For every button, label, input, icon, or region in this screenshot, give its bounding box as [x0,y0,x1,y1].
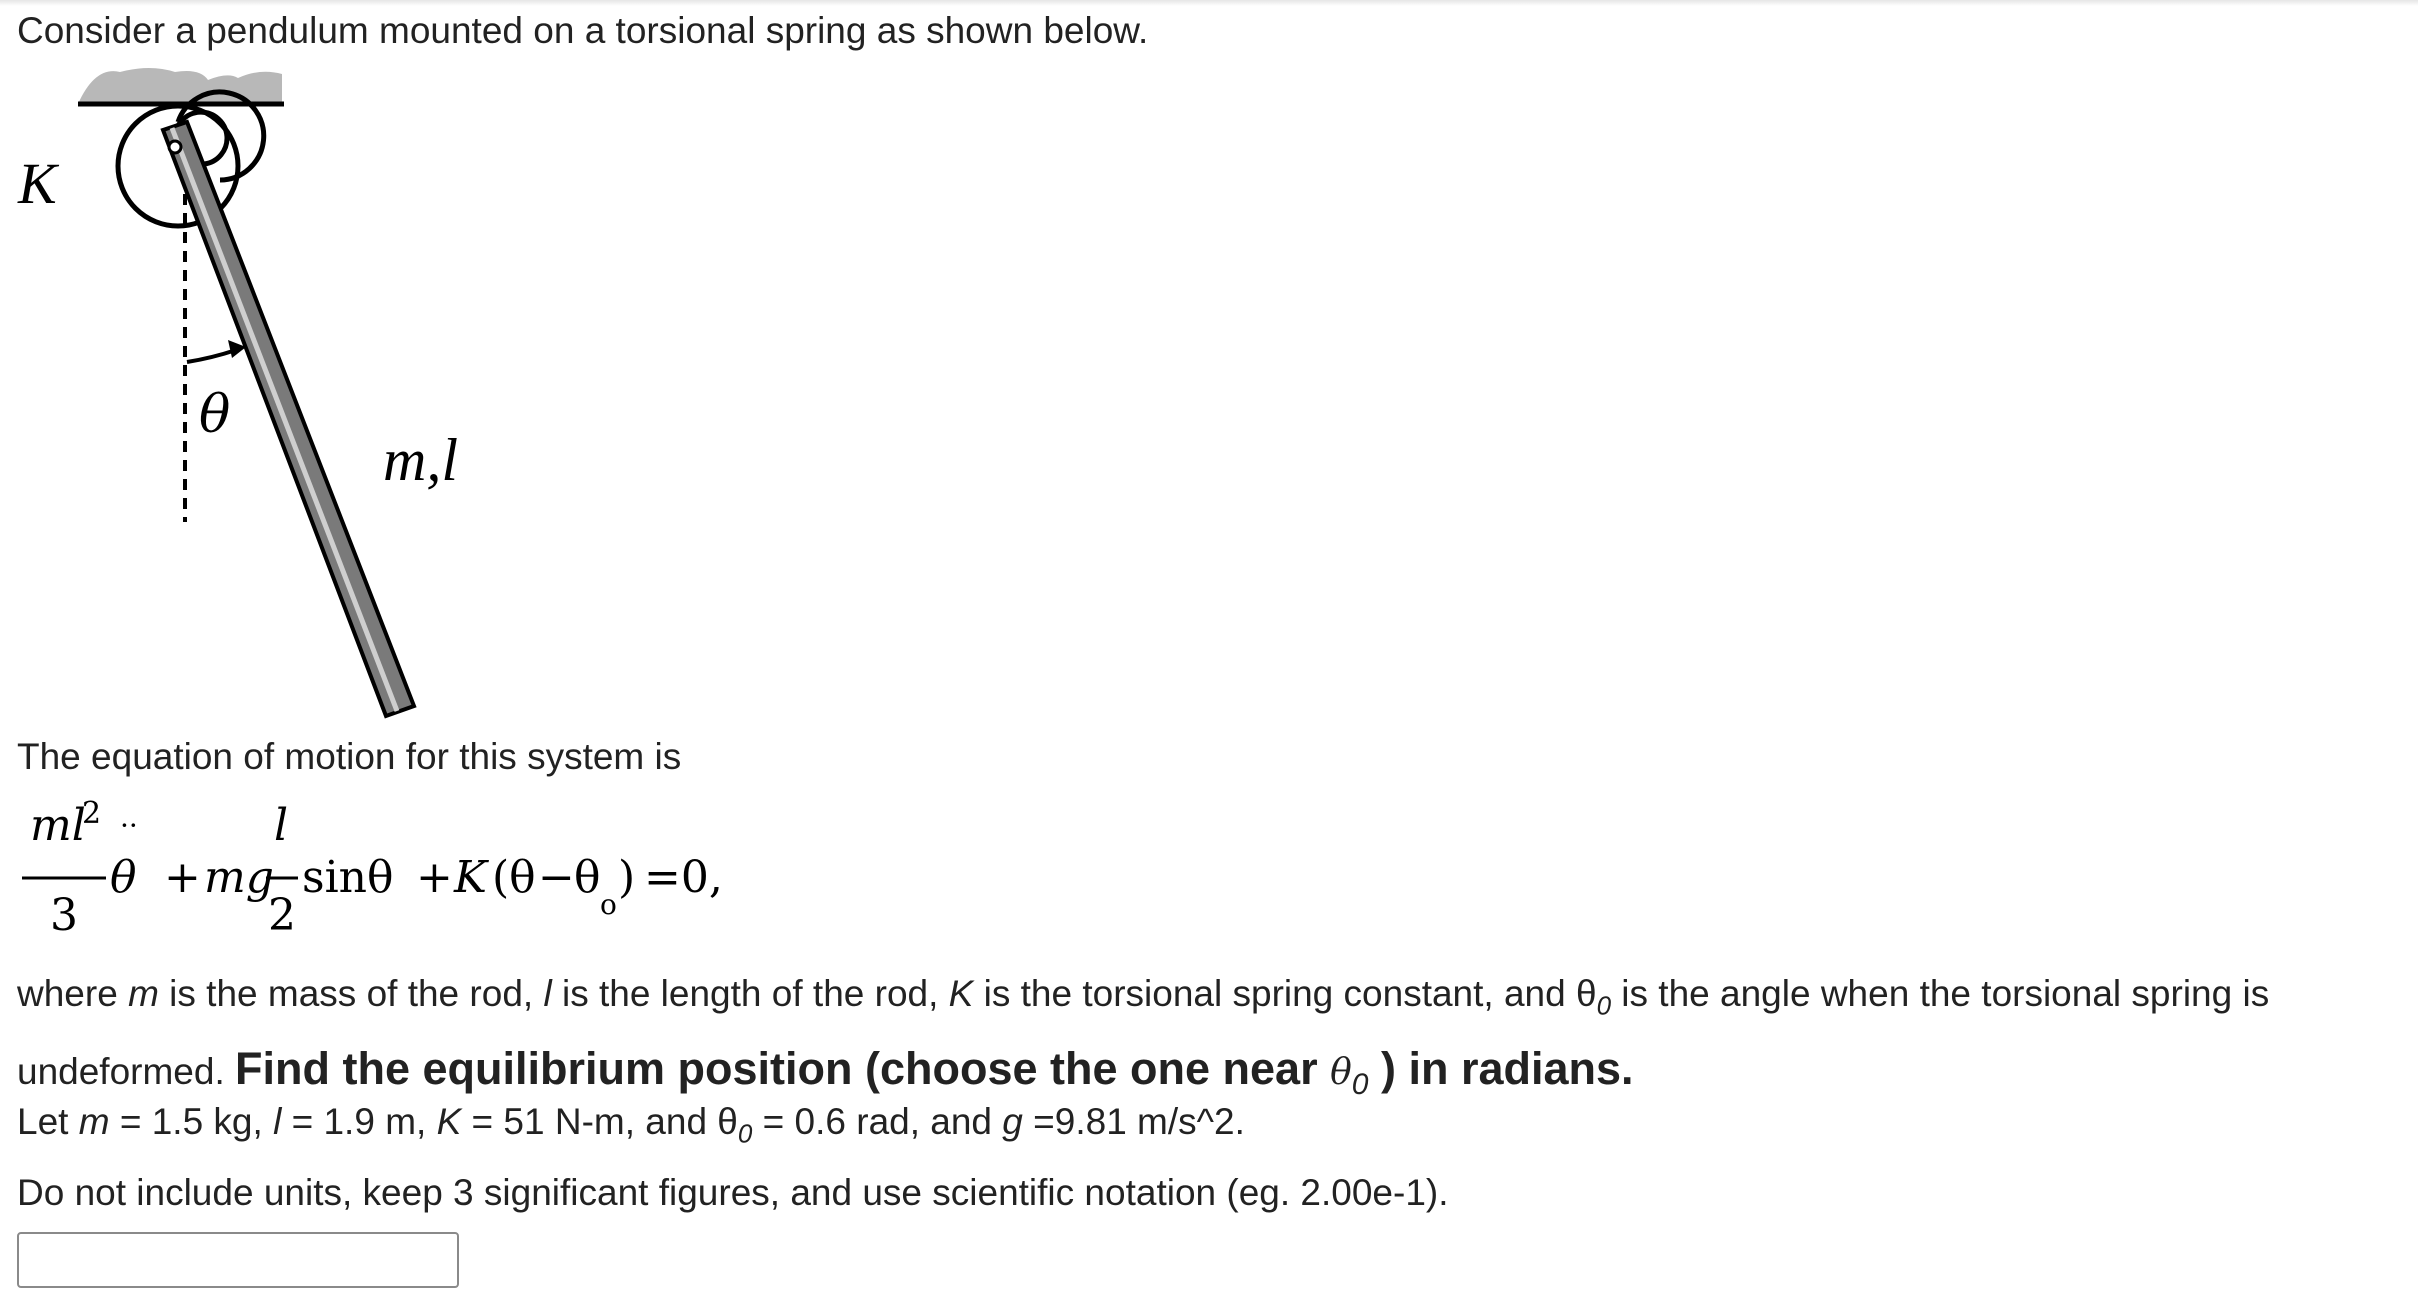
equation-of-motion [14,790,774,940]
task-text: ) in radians. [1368,1043,1634,1095]
eq-ml: ml [30,800,86,851]
eq-sin-term: sinθ [302,852,394,903]
eq-paren-close: ) [618,852,636,903]
eq-denominator-2: 2 [268,890,296,940]
instructions-text: Do not include units, keep 3 significant figures, and use scientific notation (eg. 2.00e-1). [17,1172,1449,1213]
given-text: Let [17,1101,79,1142]
description-line-1 [17,962,2269,1037]
eq-plus-1: + [164,852,201,903]
desc-text: where [17,973,129,1014]
given-text: = 1.9 m, [281,1101,437,1142]
given-text: =9.81 m/s^2. [1022,1101,1245,1142]
rod-label: m,l [383,427,458,493]
given-var-K: K [436,1101,462,1142]
desc-subscript-0: 0 [1596,990,1612,1021]
angle-label: θ [199,385,231,445]
desc-var-l: l [543,973,552,1014]
desc-text: is the torsional spring constant, and θ [973,973,1597,1014]
eq-dots: ·· [120,809,138,842]
desc-text: is the length of the rod, [551,973,949,1014]
desc-text: is the angle when the torsional spring is [1611,973,2270,1014]
pivot-icon [169,141,181,153]
eq-denominator-3: 3 [50,890,78,940]
given-var-l: l [273,1101,282,1142]
eq-paren-open: (θ [492,852,536,903]
eq-plus-2: + [416,852,453,903]
task-subscript-0: 0 [1351,1068,1369,1102]
angle-arrow-icon [187,350,236,362]
description-paragraph [17,962,2269,1117]
spring-label: K [18,151,57,216]
given-var-m: m [78,1101,110,1142]
desc-text: undeformed. [17,1051,236,1093]
desc-var-m: m [128,973,159,1014]
given-subscript-0: 0 [737,1118,753,1149]
desc-var-K: K [948,973,974,1014]
given-values [17,1097,1245,1158]
desc-text: is the mass of the rod, [158,973,544,1014]
given-var-g: g [1002,1101,1023,1142]
eq-mg: mg [204,852,274,903]
eq-theta-ddot: θ [110,852,137,903]
given-text: = 51 N-m, and θ [461,1101,738,1142]
eq-K: K [454,852,487,903]
eq-equals-zero: =0, [644,852,723,903]
given-text: = 0.6 rad, and [752,1101,1003,1142]
ceiling-hatch [78,68,282,104]
eq-subscript-o: o [600,888,617,921]
given-text: = 1.5 kg, [109,1101,274,1142]
task-text: Find the equilibrium position (choose the one near [235,1043,1331,1095]
pendulum-figure [0,60,600,730]
answer-input[interactable] [17,1232,459,1288]
task-theta: θ [1330,1052,1352,1094]
intro-text: Consider a pendulum mounted on a torsional spring as shown below. [17,10,1149,51]
eq-l-numerator: l [274,800,289,851]
task-statement [235,1043,1634,1102]
eq-minus: − [538,852,575,903]
eq-exponent: 2 [82,796,102,831]
equation-intro: The equation of motion for this system is [17,736,682,777]
eq-theta0: θ [574,852,601,903]
